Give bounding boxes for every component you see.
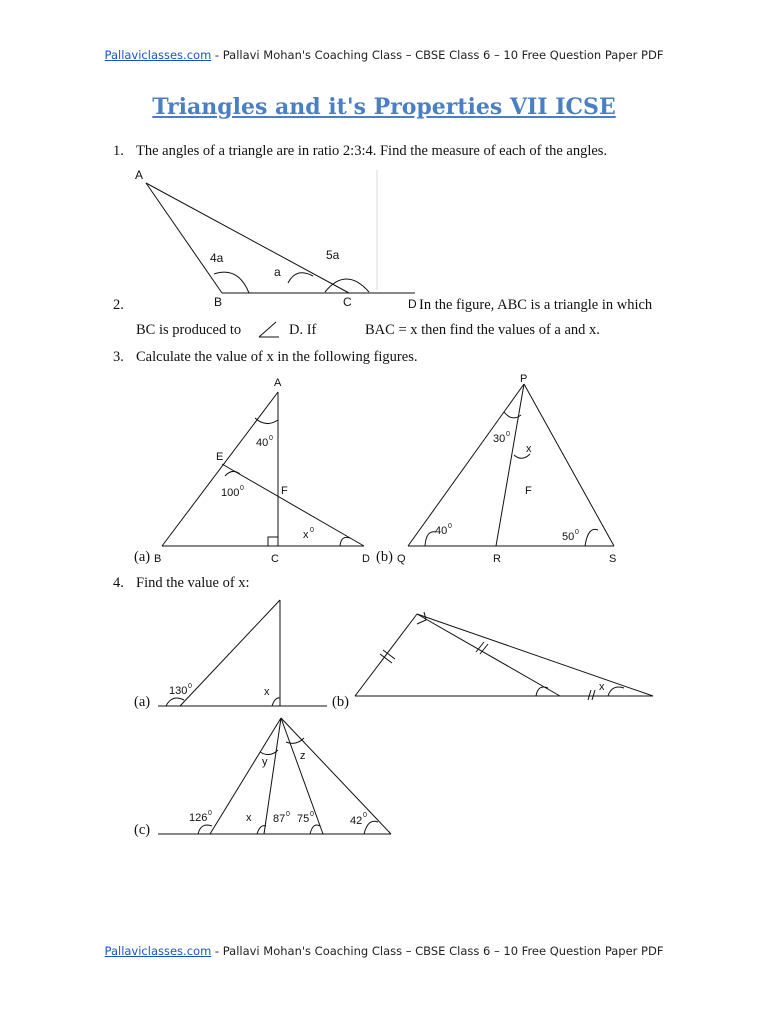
q2-text-a: In the figure, ABC is a triangle in which: [419, 297, 653, 313]
q3-number: 3.: [113, 349, 124, 365]
fig3b-label-p: P: [520, 373, 528, 385]
fig3b-triangle: [408, 384, 614, 546]
fig4c-angle-y: y: [262, 756, 268, 768]
fig3a-prefix: (a): [134, 549, 151, 565]
fig3b-label-r: R: [493, 553, 501, 565]
q2-text-b3: BAC = x then find the values of a and x.: [365, 322, 600, 338]
fig3a-label-e: E: [216, 451, 224, 463]
fig4c-deg-3: 0: [310, 811, 314, 818]
q4-number: 4.: [113, 575, 124, 591]
fig3b-angle-30: 30: [493, 433, 506, 445]
fig1-label-d: D: [408, 297, 417, 311]
fig4c-angle-42: 42: [350, 815, 363, 827]
fig4a-angle-x: x: [264, 686, 270, 698]
fig1-label-a: A: [135, 168, 144, 182]
angle-symbol-icon: [259, 322, 279, 337]
fig4b-angle-x: x: [599, 681, 605, 693]
fig4c-deg-4: 0: [363, 812, 367, 819]
fig4a-prefix: (a): [134, 694, 151, 710]
fig4b-triangle: [355, 612, 653, 700]
header-tagline: - Pallavi Mohan's Coaching Class – CBSE Class 6 – 10 Free Question Paper PDF: [211, 48, 664, 62]
fig3b-deg-1: 0: [506, 431, 510, 438]
page-title: Triangles and it's Properties VII ICSE: [152, 94, 616, 120]
fig3b-prefix: (b): [376, 549, 393, 565]
footer-site-link[interactable]: Pallaviclasses.com: [104, 944, 212, 958]
fig3b-label-s: S: [609, 553, 617, 565]
fig3b-angle-x: x: [526, 443, 532, 455]
fig4c-angle-x: x: [246, 812, 252, 824]
fig3b-label-q: Q: [397, 553, 406, 565]
fig1-angle-a: a: [274, 265, 281, 279]
footer-tagline: - Pallavi Mohan's Coaching Class – CBSE Class 6 – 10 Free Question Paper PDF: [211, 944, 664, 958]
q2-text-b1: BC is produced to: [136, 322, 242, 338]
fig3a-label-c: C: [271, 553, 279, 565]
fig4c-angle-75: 75: [297, 813, 310, 825]
fig3b-deg-2: 0: [448, 523, 452, 530]
fig4c-deg-1: 0: [208, 810, 212, 817]
fig3b-deg-3: 0: [575, 529, 579, 536]
fig3a-deg-3: 0: [310, 527, 314, 534]
fig3b-angle-40: 40: [435, 525, 448, 537]
fig4c-prefix: (c): [134, 822, 151, 838]
fig4c-deg-2: 0: [286, 811, 290, 818]
fig3a-deg-1: 0: [269, 435, 273, 442]
fig4a-angle-130: 130: [169, 685, 188, 697]
fig4a-deg-1: 0: [188, 683, 192, 690]
fig4c-angle-z: z: [300, 750, 306, 762]
header-site-link[interactable]: Pallaviclasses.com: [104, 48, 212, 62]
q2-text-b2: D. If: [289, 322, 317, 338]
fig3a-label-b: B: [154, 553, 162, 565]
fig3a-label-f: F: [281, 485, 288, 497]
fig4b-prefix: (b): [332, 694, 349, 710]
fig3a-label-d: D: [362, 553, 370, 565]
q3-text: Calculate the value of x in the following figures.: [136, 349, 418, 365]
q2-number: 2.: [113, 297, 124, 313]
fig3a-triangle: [162, 392, 364, 546]
fig3a-angle-100: 100: [221, 487, 240, 499]
fig1-angle-4a: 4a: [210, 251, 224, 265]
fig4c-angle-87: 87: [273, 813, 286, 825]
page-footer: [0, 944, 768, 958]
q1-number: 1.: [113, 143, 124, 159]
fig4c-angle-126: 126: [189, 812, 208, 824]
fig1-label-c: C: [343, 295, 352, 309]
fig1-label-b: B: [214, 295, 223, 309]
q1-text: The angles of a triangle are in ratio 2:3:4. Find the measure of each of the angles.: [136, 143, 608, 159]
fig3a-angle-40: 40: [256, 437, 269, 449]
q4-text: Find the value of x:: [136, 575, 250, 591]
fig3b-angle-50: 50: [562, 531, 575, 543]
fig3a-deg-2: 0: [240, 485, 244, 492]
fig3a-angle-x: x: [303, 529, 309, 541]
fig3a-label-a: A: [274, 377, 282, 389]
fig3b-label-f: F: [525, 485, 532, 497]
fig1-angle-5a: 5a: [326, 248, 340, 262]
